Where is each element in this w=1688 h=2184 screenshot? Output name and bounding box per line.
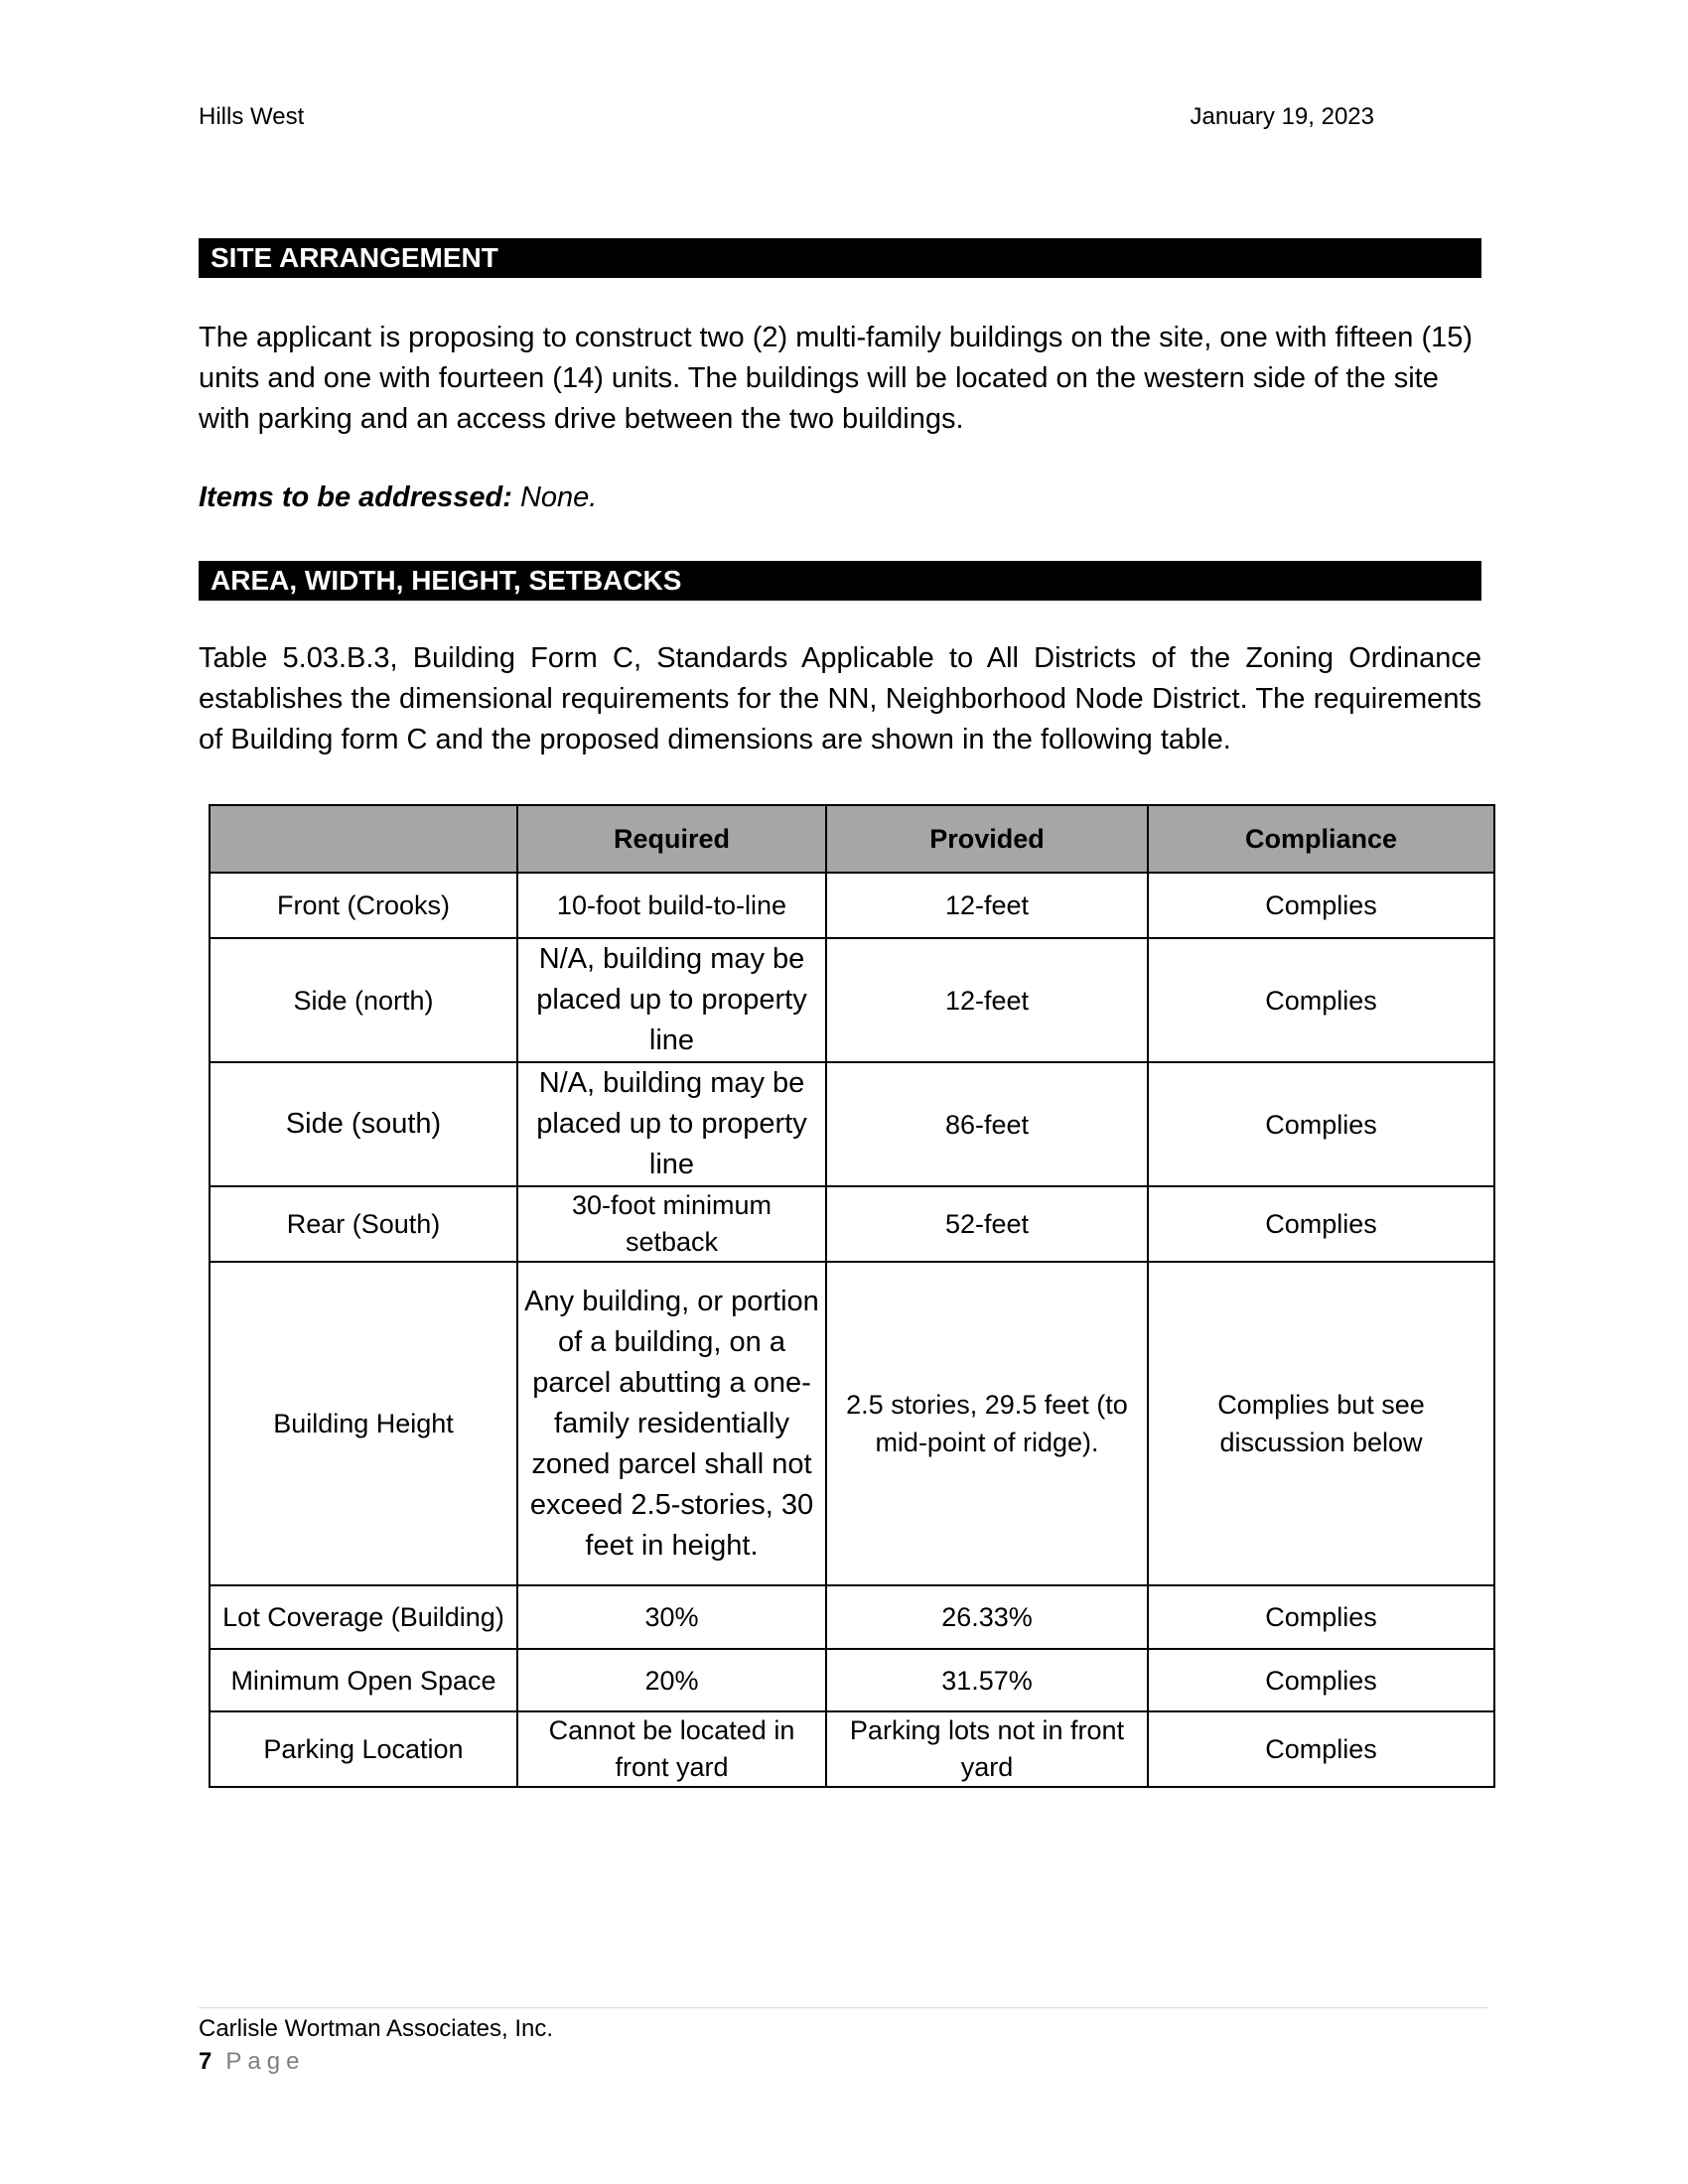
provided-cell: 31.57% — [826, 1649, 1148, 1711]
section-heading-site-arrangement: SITE ARRANGEMENT — [199, 238, 1481, 278]
header-project-name: Hills West — [199, 103, 305, 130]
row-label: Side (north) — [210, 938, 517, 1062]
page-number — [199, 2048, 305, 2076]
row-label: Side (south) — [210, 1062, 517, 1186]
row-label: Parking Location — [210, 1711, 517, 1787]
table-row — [210, 1186, 1494, 1262]
compliance-cell: Complies — [1148, 938, 1494, 1062]
compliance-cell: Complies — [1148, 873, 1494, 938]
row-label: Building Height — [210, 1262, 517, 1585]
header-date: January 19, 2023 — [1190, 103, 1374, 130]
provided-cell: 12-feet — [826, 938, 1148, 1062]
dimensional-requirements-table — [209, 804, 1495, 1788]
row-label: Lot Coverage (Building) — [210, 1585, 517, 1649]
page-label: Page — [225, 2048, 306, 2075]
required-cell: N/A, building may be placed up to property line — [517, 938, 826, 1062]
header-empty — [210, 805, 517, 873]
required-cell: 30-foot minimum setback — [517, 1186, 826, 1262]
header-required: Required — [517, 805, 826, 873]
provided-cell: 12-feet — [826, 873, 1148, 938]
required-cell: 30% — [517, 1585, 826, 1649]
row-label: Front (Crooks) — [210, 873, 517, 938]
table-row — [210, 873, 1494, 938]
header-compliance: Compliance — [1148, 805, 1494, 873]
table-row — [210, 1585, 1494, 1649]
footer-divider — [199, 2007, 1487, 2008]
compliance-cell: Complies — [1148, 1649, 1494, 1711]
site-arrangement-paragraph: The applicant is proposing to construct two (2) multi-family buildings on the site, one with fifteen (15) units and one with fourteen (14) units. The buildings will be located on the western side of the site with parking and an access drive between the two buildings. — [199, 322, 1474, 435]
table-row — [210, 1711, 1494, 1787]
section-heading-area: AREA, WIDTH, HEIGHT, SETBACKS — [199, 561, 1481, 601]
provided-cell: Parking lots not in front yard — [826, 1711, 1148, 1787]
table-row — [210, 1062, 1494, 1186]
required-cell: 20% — [517, 1649, 826, 1711]
required-cell: N/A, building may be placed up to property line — [517, 1062, 826, 1186]
required-cell: Any building, or portion of a building, on a parcel abutting a one-family residentially zoned parcel shall not exceed 2.5-stories, 30 feet in height. — [517, 1262, 826, 1585]
items-value: None. — [519, 481, 598, 513]
table-header-row — [210, 805, 1494, 873]
compliance-cell: Complies — [1148, 1711, 1494, 1787]
table-row — [210, 938, 1494, 1062]
page-number-value: 7 — [199, 2048, 212, 2075]
table-row — [210, 1262, 1494, 1585]
required-cell: 10-foot build-to-line — [517, 873, 826, 938]
provided-cell: 86-feet — [826, 1062, 1148, 1186]
row-label: Rear (South) — [210, 1186, 517, 1262]
provided-cell: 2.5 stories, 29.5 feet (to mid-point of ridge). — [826, 1262, 1148, 1585]
header-provided: Provided — [826, 805, 1148, 873]
items-to-be-addressed — [199, 478, 1481, 518]
compliance-cell: Complies — [1148, 1062, 1494, 1186]
row-label: Minimum Open Space — [210, 1649, 517, 1711]
provided-cell: 26.33% — [826, 1585, 1148, 1649]
compliance-cell: Complies but see discussion below — [1148, 1262, 1494, 1585]
table-row — [210, 1649, 1494, 1711]
required-cell: Cannot be located in front yard — [517, 1711, 826, 1787]
footer-company: Carlisle Wortman Associates, Inc. — [199, 2015, 554, 2042]
provided-cell: 52-feet — [826, 1186, 1148, 1262]
items-label: Items to be addressed: — [199, 481, 512, 513]
compliance-cell: Complies — [1148, 1186, 1494, 1262]
area-paragraph: Table 5.03.B.3, Building Form C, Standards Applicable to All Districts of the Zoning Ordinance establishes the dimensional requirements for the NN, Neighborhood Node District. The requirements of Building form C and the proposed dimensions are shown in the following table. — [199, 642, 1481, 755]
compliance-cell: Complies — [1148, 1585, 1494, 1649]
